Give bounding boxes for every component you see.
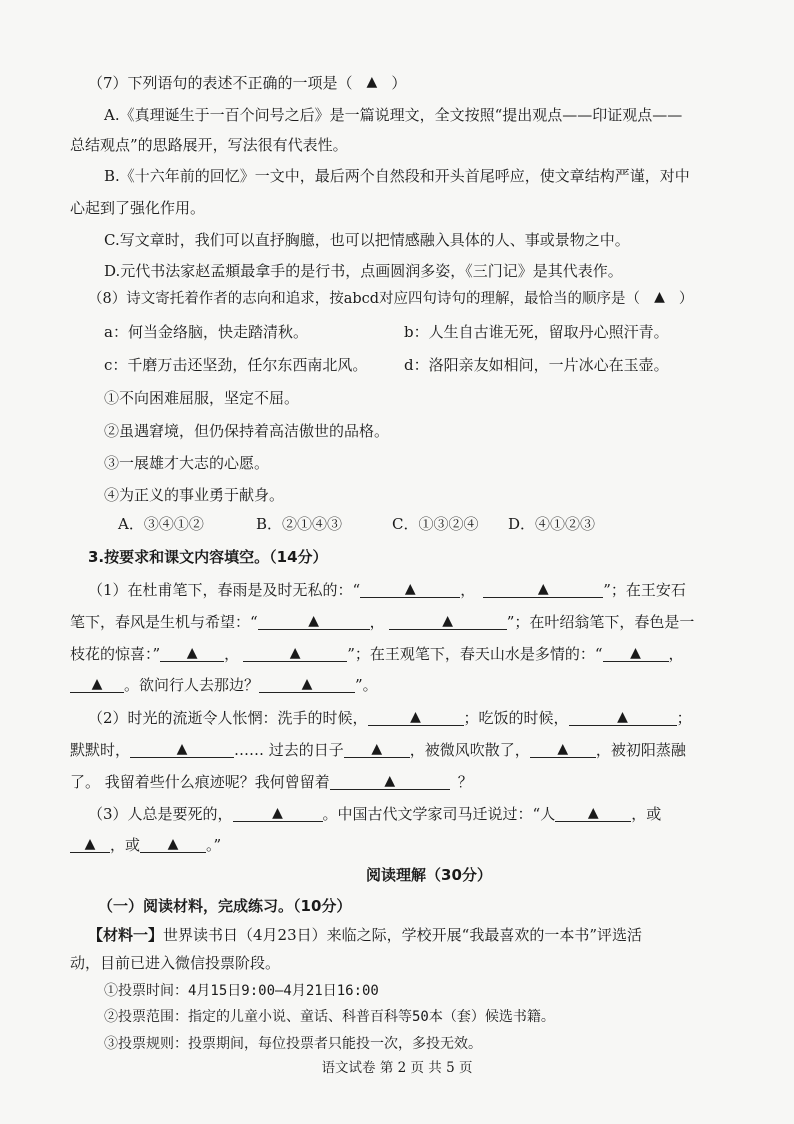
- vote-scope: ②投票范围：指定的儿童小说、童话、科普百科等50本（套）候选书籍。: [104, 1009, 555, 1025]
- fill-blank[interactable]: [70, 674, 124, 693]
- answer-triangle-icon: ▲: [371, 741, 383, 757]
- q8-stem: （8）诗文寄托着作者的志向和追求，按abcd对应四句诗句的理解，最恰当的顺序是（ ▲ ）: [88, 289, 694, 307]
- fill-line-9: ▲ ，或 ▲ 。”: [70, 834, 221, 856]
- answer-triangle-icon: ▲: [404, 581, 416, 597]
- poem-b: b：人生自古谁无死，留取丹心照汗青。: [404, 323, 669, 341]
- fill-line-1: （1）在杜甫笔下，春雨是及时无私的：“ ▲ ， ▲ ”；在王安石: [88, 581, 686, 599]
- q7-option-c: C.写文章时，我们可以直抒胸臆，也可以把情感融入具体的人、事或景物之中。: [104, 231, 630, 249]
- answer-triangle-icon: ▲: [272, 805, 283, 821]
- q8-choice-d: D．④①②③: [508, 515, 596, 533]
- fill-line-8: （3）人总是要死的， ▲ 。中国古代文学家司马迁说过：“人 ▲ ，或: [88, 805, 662, 823]
- answer-triangle-icon: ▲: [366, 74, 378, 90]
- fill-blank[interactable]: [160, 643, 224, 662]
- answer-triangle-icon: ▲: [587, 805, 599, 821]
- fill-blank[interactable]: [259, 674, 355, 693]
- reading-title: 阅读理解（30分）: [366, 866, 492, 884]
- fill-line-4: ▲ 。欲问行人去那边？ ▲ ”。: [70, 674, 378, 696]
- meaning-4: ④为正义的事业勇于献身。: [104, 486, 285, 504]
- answer-triangle-icon: ▲: [91, 676, 103, 692]
- answer-triangle-icon: ▲: [289, 645, 301, 661]
- fill-blank[interactable]: [330, 771, 450, 790]
- meaning-3: ③一展雄才大志的心愿。: [104, 454, 270, 472]
- fill-blank[interactable]: [360, 579, 460, 598]
- q7-option-b-line1: B.《十六年前的回忆》一文中，最后两个自然段和开头首尾呼应，使文章结构严谨，对中: [104, 167, 690, 185]
- q7-option-a-line2: 总结观点”的思路展开，写法很有代表性。: [70, 136, 348, 154]
- material-one-line1: 【材料一】世界读书日（4月23日）来临之际，学校开展“我最喜欢的一本书”评选活: [88, 926, 642, 944]
- answer-triangle-icon: ▲: [308, 613, 320, 629]
- page-footer: 语文试卷 第 2 页 共 5 页: [321, 1060, 473, 1076]
- answer-triangle-icon: ▲: [537, 581, 549, 597]
- answer-triangle-icon: ▲: [186, 645, 198, 661]
- answer-triangle-icon: ▲: [384, 773, 396, 789]
- answer-triangle-icon: ▲: [557, 741, 569, 757]
- fill-blank[interactable]: [368, 707, 464, 726]
- answer-triangle-icon: ▲: [301, 676, 313, 692]
- fill-line-2: 笔下，春风是生机与希望：“ ▲ ， ▲ ”；在叶绍翁笔下，春色是一: [70, 613, 695, 631]
- fill-blank[interactable]: [140, 834, 206, 853]
- fill-blank[interactable]: [344, 739, 410, 758]
- poem-a: a：何当金络脑，快走踏清秋。: [104, 323, 308, 341]
- fill-blank[interactable]: [243, 643, 347, 662]
- section-3-title: 3.按要求和课文内容填空。（14分）: [88, 548, 328, 566]
- fill-blank[interactable]: [569, 707, 677, 726]
- q8-choice-c: C．①③②④: [392, 515, 479, 533]
- fill-line-7: 了。 我留着些什么痕迹呢？我何曾留着 ▲ ？: [70, 773, 473, 791]
- q7-stem: （7）下列语句的表述不正确的一项是（ ▲ ）: [88, 74, 407, 92]
- q7-option-d: D.元代书法家赵孟頫最拿手的是行书，点画圆润多姿，《三门记》是其代表作。: [104, 262, 623, 280]
- fill-blank[interactable]: [555, 803, 631, 822]
- fill-line-3: 枝花的惊喜：” ▲ ， ▲ ”；在王观笔下，春天山水是多情的：“ ▲ ，: [70, 645, 684, 663]
- material-one-line2: 动，目前已进入微信投票阶段。: [70, 954, 281, 972]
- fill-blank[interactable]: [233, 803, 323, 822]
- poem-d: d：洛阳亲友如相问，一片冰心在玉壶。: [404, 356, 669, 374]
- fill-blank[interactable]: [530, 739, 596, 758]
- q8-choice-b: B．②①④③: [256, 515, 343, 533]
- q7-option-b-line2: 心起到了强化作用。: [70, 199, 206, 217]
- answer-triangle-icon: ▲: [617, 709, 628, 725]
- poem-c: c：千磨万击还坚劲，任尔东西南北风。: [104, 356, 368, 374]
- reading-subtitle: （一）阅读材料，完成练习。（10分）: [98, 897, 352, 915]
- meaning-1: ①不向困难屈服，坚定不屈。: [104, 389, 300, 407]
- fill-blank[interactable]: [389, 611, 507, 630]
- answer-triangle-icon: ▲: [630, 645, 641, 661]
- answer-triangle-icon: ▲: [176, 741, 188, 757]
- answer-triangle-icon: ▲: [167, 836, 179, 852]
- answer-triangle-icon: ▲: [410, 709, 421, 725]
- q8-choice-a: A．③④①②: [118, 515, 204, 533]
- answer-triangle-icon: ▲: [84, 836, 96, 852]
- answer-triangle-icon: ▲: [654, 289, 665, 305]
- q7-option-a-line1: A.《真理诞生于一百个问号之后》是一篇说理文，全文按照“提出观点——印证观点——: [104, 106, 683, 124]
- meaning-2: ②虽遇窘境，但仍保持着高洁傲世的品格。: [104, 422, 390, 440]
- fill-blank[interactable]: [483, 579, 603, 598]
- fill-blank[interactable]: [258, 611, 370, 630]
- fill-blank[interactable]: [130, 739, 234, 758]
- answer-triangle-icon: ▲: [442, 613, 454, 629]
- fill-line-6: 默默时， ▲ …… 过去的日子 ▲ ，被微风吹散了， ▲ ，被初阳蒸融: [70, 741, 686, 759]
- fill-blank[interactable]: [70, 834, 110, 853]
- vote-rules: ③投票规则：投票期间，每位投票者只能投一次，多投无效。: [104, 1036, 482, 1052]
- fill-line-5: （2）时光的流逝令人怅惘：洗手的时候， ▲ ；吃饭的时候， ▲ ；: [88, 709, 692, 727]
- vote-time: ①投票时间：4月15日9:00—4月21日16:00: [104, 983, 379, 999]
- fill-blank[interactable]: [603, 643, 669, 662]
